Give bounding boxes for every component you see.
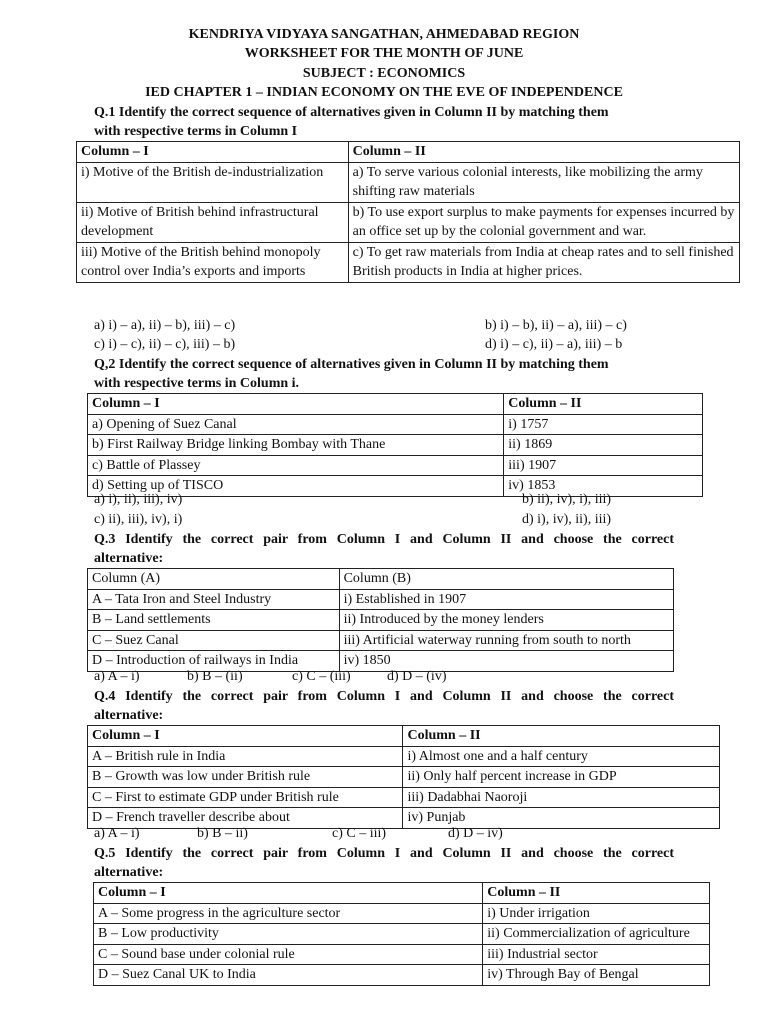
table-row (88, 630, 674, 651)
table-row (77, 202, 740, 242)
q2-line1: Q,2 Identify the correct sequence of alternatives given in Column II by matching them (94, 357, 609, 372)
table-cell: B – Low productivity (94, 924, 483, 945)
table-cell: C – Sound base under colonial rule (94, 944, 483, 965)
q2-table (87, 393, 703, 497)
table-row (88, 767, 720, 788)
table-cell: iii) Dadabhai Naoroji (403, 787, 720, 808)
region-title: KENDRIYA VIDYAYA SANGATHAN, AHMEDABAD REGION (188, 27, 580, 42)
table-cell: b) To use export surplus to make payments for expenses incurred by an office set up by the colonial government and war. (348, 202, 739, 242)
table-cell: iii) 1907 (504, 455, 703, 476)
table-row (88, 787, 720, 808)
q1-header-row (77, 142, 740, 163)
table-row (88, 414, 703, 435)
q4-col2-header: Column – II (403, 726, 720, 747)
table-cell: C – Suez Canal (88, 630, 340, 651)
q1-option-b: b) i) – b), ii) – a), iii) – c) (485, 318, 627, 333)
table-cell: b) First Railway Bridge linking Bombay with Thane (88, 435, 504, 456)
table-cell: ii) Only half percent increase in GDP (403, 767, 720, 788)
table-row (94, 903, 710, 924)
table-cell: a) To serve various colonial interests, like mobilizing the army shifting raw materials (348, 162, 739, 202)
q2-option-b: b) ii), iv), i), iii) (522, 492, 612, 507)
table-cell: D – Suez Canal UK to India (94, 965, 483, 986)
q4-option-b: b) B – ii) (197, 826, 248, 841)
table-cell: i) Almost one and a half century (403, 746, 720, 767)
q4-line2: alternative: (94, 708, 164, 723)
table-cell: iii) Motive of the British behind monopoly control over India’s exports and imports (77, 242, 349, 282)
q2-option-c: c) ii), iii), iv), i) (94, 512, 183, 527)
table-cell: D – Introduction of railways in India (88, 651, 340, 672)
table-cell: iv) 1853 (504, 476, 703, 497)
table-row (94, 944, 710, 965)
q4-line1: Q.4 Identify the correct pair from Column I and Column II and choose the correct (94, 689, 674, 704)
table-cell: ii) Commercialization of agriculture (483, 924, 710, 945)
q4-option-a: a) A – i) (94, 826, 140, 841)
q1-option-a: a) i) – a), ii) – b), iii) – c) (94, 318, 236, 333)
q2-col1-header: Column – I (88, 394, 504, 415)
table-cell: iv) Through Bay of Bengal (483, 965, 710, 986)
table-cell: C – First to estimate GDP under British rule (88, 787, 403, 808)
q1-line1: Q.1 Identify the correct sequence of alternatives given in Column II by matching them (94, 105, 609, 120)
q1-col1-header: Column – I (77, 142, 349, 163)
q3-option-b: b) B – (ii) (187, 669, 243, 684)
q2-header-row (88, 394, 703, 415)
q1-col2-header: Column – II (348, 142, 739, 163)
q3-option-a: a) A – i) (94, 669, 140, 684)
table-cell: iv) 1850 (339, 651, 673, 672)
table-cell: ii) 1869 (504, 435, 703, 456)
table-cell: i) 1757 (504, 414, 703, 435)
table-row (88, 589, 674, 610)
table-row (88, 435, 703, 456)
table-row (88, 610, 674, 631)
q5-line1: Q.5 Identify the correct pair from Column I and Column II and choose the correct (94, 846, 674, 861)
q4-option-c: c) C – iii) (332, 826, 387, 841)
table-row (77, 242, 740, 282)
table-row (88, 455, 703, 476)
table-cell: i) Under irrigation (483, 903, 710, 924)
q3-header-row (88, 569, 674, 590)
table-cell: A – British rule in India (88, 746, 403, 767)
table-row (77, 162, 740, 202)
table-row (88, 746, 720, 767)
q5-header-row (94, 883, 710, 904)
q3-option-c: c) C – (iii) (292, 669, 351, 684)
q5-table (93, 882, 710, 986)
table-cell: c) To get raw materials from India at cheap rates and to sell finished British products in India at higher prices. (348, 242, 739, 282)
worksheet-title: WORKSHEET FOR THE MONTH OF JUNE (244, 46, 524, 61)
table-row (88, 651, 674, 672)
table-cell: B – Land settlements (88, 610, 340, 631)
q3-col1-header: Column (A) (88, 569, 340, 590)
q3-option-d: d) D – (iv) (387, 669, 447, 684)
table-cell: i) Motive of the British de-industrialization (77, 162, 349, 202)
table-cell: c) Battle of Plassey (88, 455, 504, 476)
table-row (94, 965, 710, 986)
q4-header-row (88, 726, 720, 747)
q3-table (87, 568, 674, 672)
table-cell: ii) Motive of British behind infrastructural development (77, 202, 349, 242)
q4-table (87, 725, 720, 829)
table-row (94, 924, 710, 945)
subject-title: SUBJECT : ECONOMICS (302, 66, 466, 81)
q5-col1-header: Column – I (94, 883, 483, 904)
q4-col1-header: Column – I (88, 726, 403, 747)
q1-option-c: c) i) – c), ii) – c), iii) – b) (94, 337, 236, 352)
table-cell: D – French traveller describe about (88, 808, 403, 829)
q1-option-d: d) i) – c), ii) – a), iii) – b (485, 337, 623, 352)
q1-table (76, 141, 740, 283)
table-cell: iv) Punjab (403, 808, 720, 829)
table-cell: iii) Industrial sector (483, 944, 710, 965)
q2-option-d: d) i), iv), ii), iii) (522, 512, 612, 527)
q2-col2-header: Column – II (504, 394, 703, 415)
chapter-title: IED CHAPTER 1 – INDIAN ECONOMY ON THE EVE OF INDEPENDENCE (145, 85, 623, 100)
q2-line2: with respective terms in Column i. (94, 376, 300, 391)
q4-option-d: d) D – iv) (448, 826, 503, 841)
table-cell: i) Established in 1907 (339, 589, 673, 610)
table-cell: A – Some progress in the agriculture sector (94, 903, 483, 924)
table-cell: A – Tata Iron and Steel Industry (88, 589, 340, 610)
q5-col2-header: Column – II (483, 883, 710, 904)
table-row (88, 808, 720, 829)
q3-col2-header: Column (B) (339, 569, 673, 590)
q3-line2: alternative: (94, 551, 164, 566)
table-cell: ii) Introduced by the money lenders (339, 610, 673, 631)
table-cell: a) Opening of Suez Canal (88, 414, 504, 435)
table-cell: B – Growth was low under British rule (88, 767, 403, 788)
q5-line2: alternative: (94, 865, 164, 880)
q3-line1: Q.3 Identify the correct pair from Column I and Column II and choose the correct (94, 532, 674, 547)
q1-line2: with respective terms in Column I (94, 124, 298, 139)
table-cell: iii) Artificial waterway running from south to north (339, 630, 673, 651)
q2-option-a: a) i), ii), iii), iv) (94, 492, 183, 507)
table-cell: d) Setting up of TISCO (88, 476, 504, 497)
